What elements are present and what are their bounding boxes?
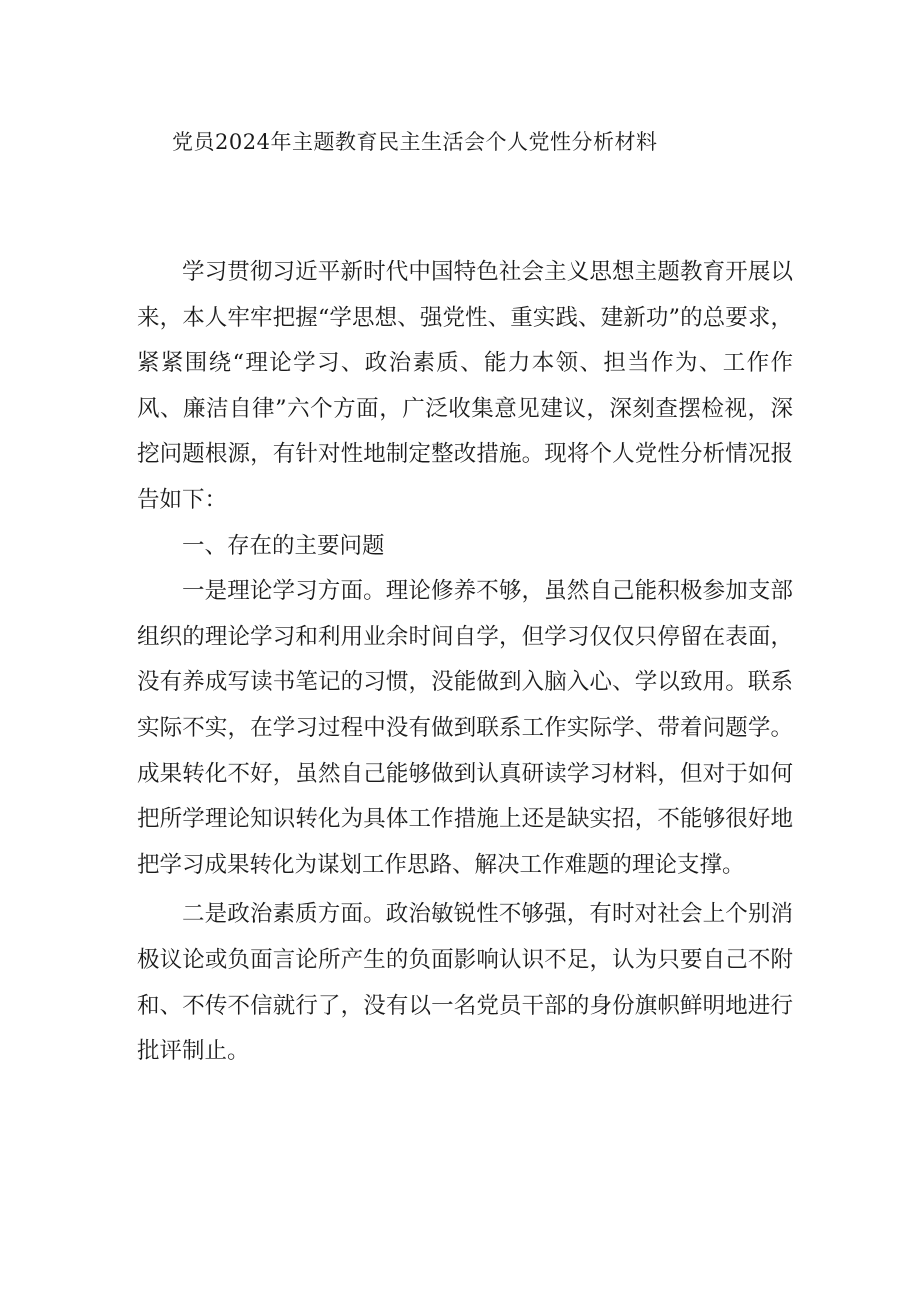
- document-title: 党员2024年主题教育民主生活会个人党性分析材料: [172, 130, 658, 154]
- paragraph-theory-study: 一是理论学习方面。理论修养不够，虽然自己能积极参加支部组织的理论学习和利用业余时间自学，但学习仅仅只停留在表面，没有养成写读书笔记的习惯，没能做到入脑入心、学以致用。联系实际不实，在学习过程中没有做到联系工作实际学、带着问题学。成果转化不好，虽然自己能够做到认真研读学习材料，但对于如何把所学理论知识转化为具体工作措施上还是缺实招，不能够很好地把学习成果转化为谋划工作思路、解决工作难题的理论支撑。: [137, 578, 793, 878]
- section-heading-main-problems: 一、存在的主要问题: [182, 532, 385, 559]
- paragraph-political-quality: 二是政治素质方面。政治敏锐性不够强，有时对社会上个别消极议论或负面言论所产生的负面影响认识不足，认为只要自己不附和、不传不信就行了，没有以一名党员干部的身份旗帜鲜明地进行批评制止。: [137, 901, 793, 1065]
- intro-paragraph: 学习贯彻习近平新时代中国特色社会主义思想主题教育开展以来，本人牢牢把握“学思想、强党性、重实践、建新功”的总要求，紧紧围绕“理论学习、政治素质、能力本领、担当作为、工作作风、廉洁自律”六个方面，广泛收集意见建议，深刻查摆检视，深挖问题根源，有针对性地制定整改措施。现将个人党性分析情况报告如下：: [137, 259, 793, 513]
- document-body: [137, 250, 793, 1075]
